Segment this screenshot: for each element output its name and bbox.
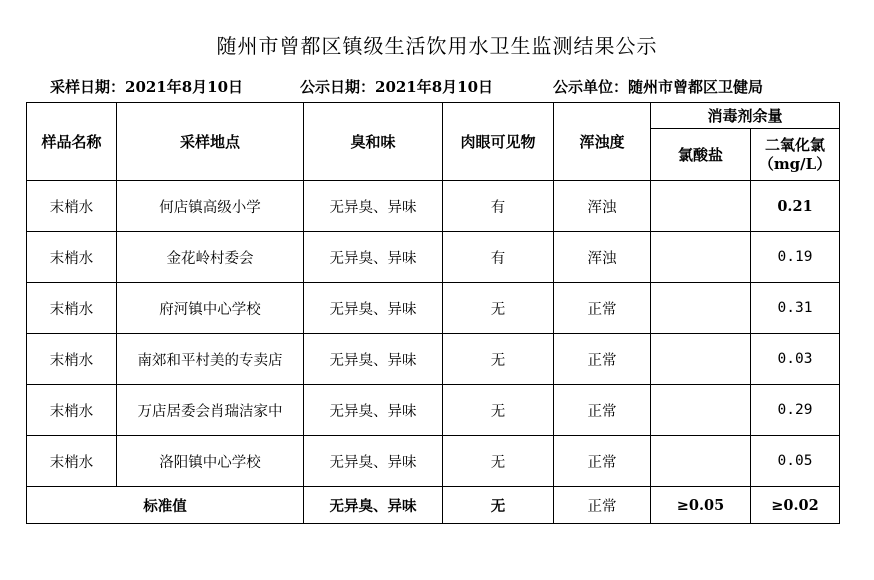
cell-location: 南郊和平村美的专卖店 — [117, 334, 304, 385]
cell-turbidity: 正常 — [554, 436, 651, 487]
standard-row — [27, 487, 840, 524]
cell-turbidity: 正常 — [554, 385, 651, 436]
results-table — [26, 102, 840, 524]
cell-chlorine-dioxide: 0.03 — [751, 334, 840, 385]
cell-sample-name: 末梢水 — [27, 283, 117, 334]
cell-chlorine-dioxide: 0.21 — [751, 181, 840, 232]
cell-odor: 无异臭、异味 — [304, 334, 443, 385]
cell-sample-name: 末梢水 — [27, 232, 117, 283]
cell-visible: 有 — [443, 181, 554, 232]
cell-sample-name: 末梢水 — [27, 181, 117, 232]
table-row — [27, 334, 840, 385]
cell-odor: 无异臭、异味 — [304, 232, 443, 283]
cell-turbidity: 正常 — [554, 283, 651, 334]
cell-chlorate — [651, 436, 751, 487]
header-odor: 臭和味 — [304, 103, 443, 181]
cell-visible: 无 — [443, 334, 554, 385]
cell-visible: 无 — [443, 436, 554, 487]
cell-turbidity: 浑浊 — [554, 232, 651, 283]
standard-chlorine-dioxide: ≥0.02 — [751, 487, 840, 524]
header-chlorine-dioxide-name: 二氧化氯 — [765, 135, 826, 154]
cell-visible: 无 — [443, 385, 554, 436]
header-visible: 肉眼可见物 — [443, 103, 554, 181]
header-chlorine-dioxide — [751, 129, 840, 181]
header-chlorate: 氯酸盐 — [651, 129, 751, 181]
page-title: 随州市曾都区镇级生活饮用水卫生监测结果公示 — [216, 34, 658, 58]
standard-visible: 无 — [443, 487, 554, 524]
cell-chlorate — [651, 232, 751, 283]
publisher: 公示单位：随州市曾都区卫健局 — [553, 78, 764, 96]
header-disinfectant: 消毒剂余量 — [651, 103, 840, 129]
cell-location: 万店居委会肖瑞洁家中 — [117, 385, 304, 436]
cell-visible: 有 — [443, 232, 554, 283]
cell-sample-name: 末梢水 — [27, 436, 117, 487]
publish-date: 公示日期：2021年8月10日 — [300, 78, 494, 96]
cell-chlorate — [651, 385, 751, 436]
header-location: 采样地点 — [117, 103, 304, 181]
standard-turbidity: 正常 — [554, 487, 651, 524]
table-row — [27, 436, 840, 487]
header-sample-name: 样品名称 — [27, 103, 117, 181]
cell-visible: 无 — [443, 283, 554, 334]
cell-location: 金花岭村委会 — [117, 232, 304, 283]
sampling-date: 采样日期：2021年8月10日 — [50, 78, 244, 96]
header-turbidity: 浑浊度 — [554, 103, 651, 181]
cell-location: 洛阳镇中心学校 — [117, 436, 304, 487]
cell-sample-name: 末梢水 — [27, 385, 117, 436]
cell-odor: 无异臭、异味 — [304, 385, 443, 436]
cell-turbidity: 浑浊 — [554, 181, 651, 232]
standard-label: 标准值 — [27, 487, 304, 524]
standard-chlorate: ≥0.05 — [651, 487, 751, 524]
cell-location: 府河镇中心学校 — [117, 283, 304, 334]
cell-chlorine-dioxide: 0.05 — [751, 436, 840, 487]
table-row — [27, 181, 840, 232]
cell-chlorine-dioxide: 0.19 — [751, 232, 840, 283]
table-row — [27, 232, 840, 283]
table-row — [27, 385, 840, 436]
cell-odor: 无异臭、异味 — [304, 436, 443, 487]
standard-odor: 无异臭、异味 — [304, 487, 443, 524]
cell-chlorate — [651, 181, 751, 232]
cell-odor: 无异臭、异味 — [304, 181, 443, 232]
cell-location: 何店镇高级小学 — [117, 181, 304, 232]
cell-chlorine-dioxide: 0.31 — [751, 283, 840, 334]
header-chlorine-dioxide-unit: （mg/L） — [758, 154, 832, 173]
cell-chlorate — [651, 283, 751, 334]
cell-chlorate — [651, 334, 751, 385]
cell-chlorine-dioxide: 0.29 — [751, 385, 840, 436]
cell-odor: 无异臭、异味 — [304, 283, 443, 334]
cell-turbidity: 正常 — [554, 334, 651, 385]
cell-sample-name: 末梢水 — [27, 334, 117, 385]
table-row — [27, 283, 840, 334]
